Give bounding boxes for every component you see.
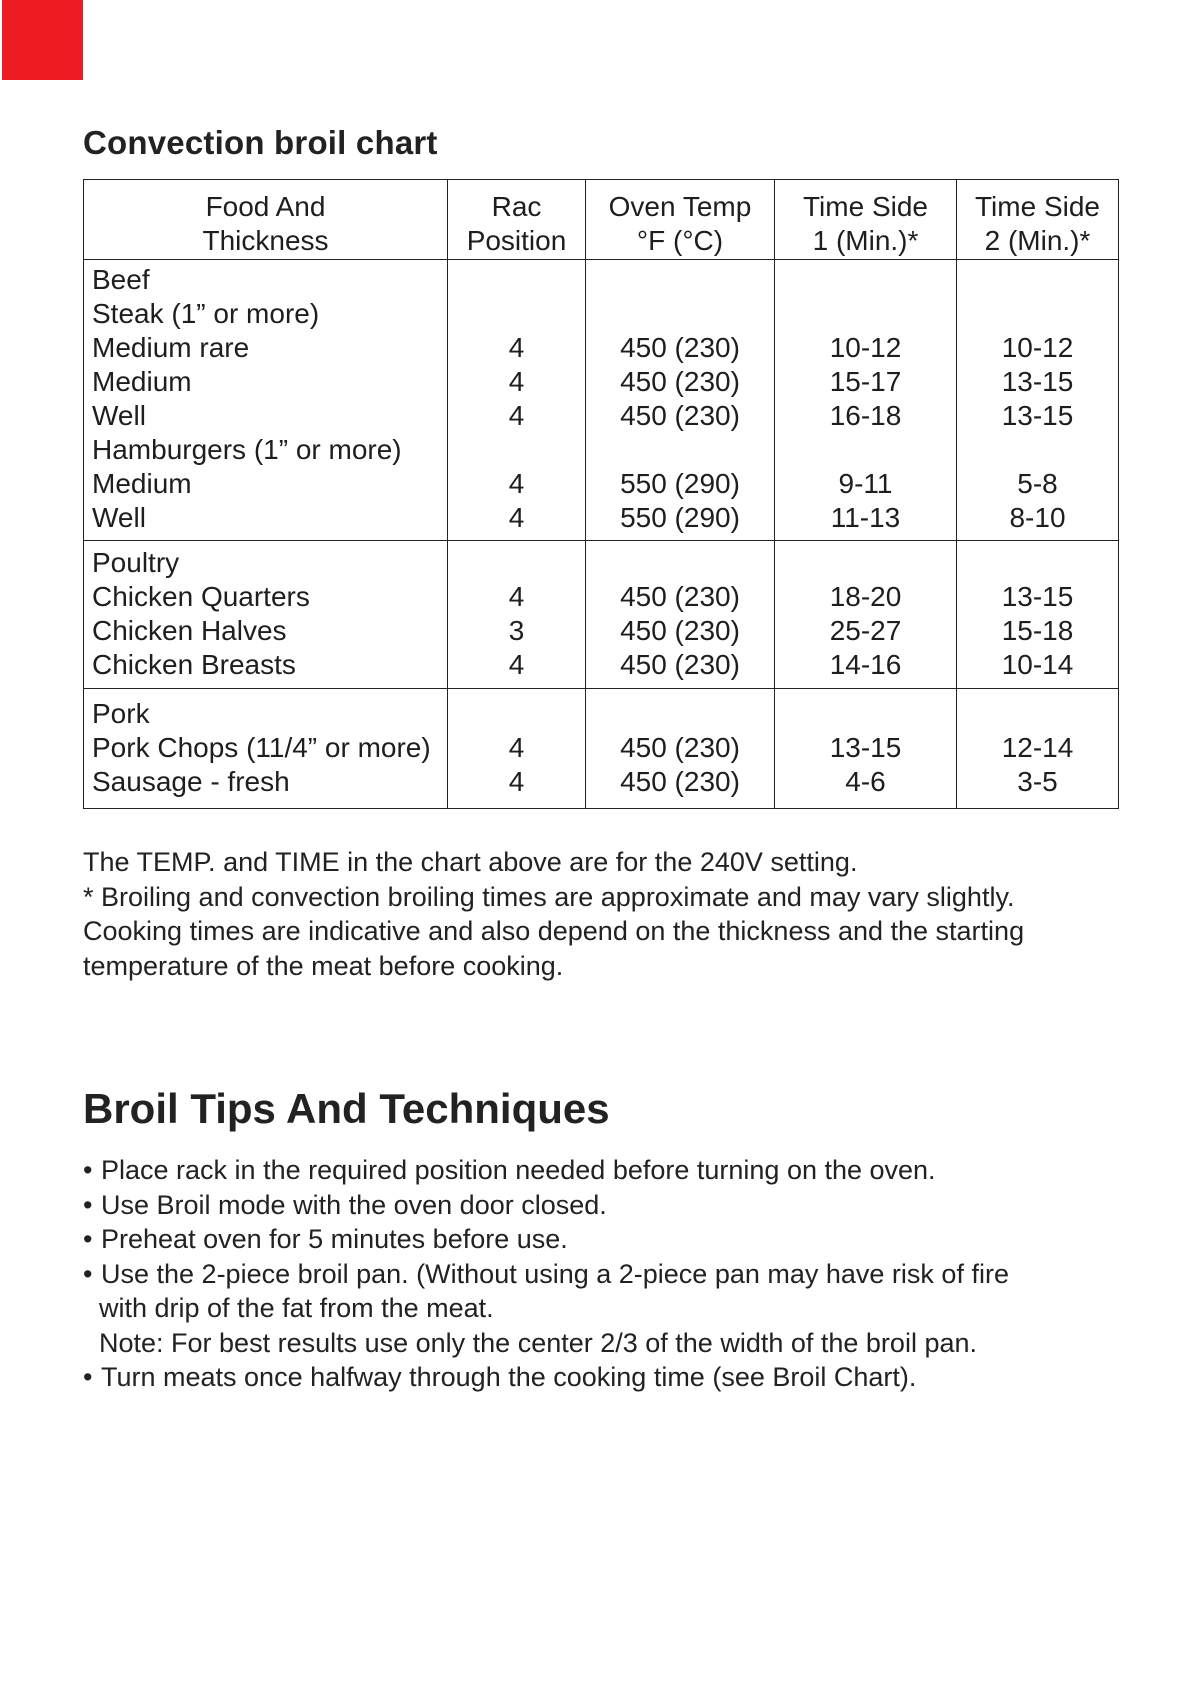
food-cell: Poultry Chicken Quarters Chicken Halves Chicken Breasts (84, 541, 448, 689)
header-time-side-1: Time Side 1 (Min.)* (775, 180, 957, 260)
corner-color-tab (2, 0, 83, 80)
list-item-continuation: with drip of the fat from the meat. (99, 1293, 494, 1323)
time-side-2-cell: 12-14 3-5 (957, 689, 1119, 809)
list-item: • Turn meats once halfway through the cooking time (see Broil Chart). (83, 1360, 1143, 1395)
bullet-icon: • (83, 1155, 93, 1185)
list-item-note: Note: For best results use only the center 2/3 of the width of the broil pan. (99, 1327, 977, 1358)
food-cell: Beef Steak (1” or more) Medium rare Medium Well Hamburgers (1” or more) Medium Well (84, 260, 448, 541)
tips-list (83, 1153, 1143, 1395)
table-row-beef (84, 260, 1119, 541)
list-item: • Place rack in the required position needed before turning on the oven. (83, 1153, 1143, 1188)
temp-cell: 450 (230) 450 (230) 450 (230) (586, 541, 775, 689)
header-time-side-2: Time Side 2 (Min.)* (957, 180, 1119, 260)
bullet-icon: • (83, 1362, 93, 1392)
time-side-2-cell: 13-15 15-18 10-14 (957, 541, 1119, 689)
table-row-poultry (84, 541, 1119, 689)
note-line: The TEMP. and TIME in the chart above are for the 240V setting. (83, 847, 858, 877)
position-cell: 4 4 4 4 4 (448, 260, 586, 541)
header-oven-temp: Oven Temp °F (°C) (586, 180, 775, 260)
table-header-row (84, 180, 1119, 260)
temp-cell: 450 (230) 450 (230) (586, 689, 775, 809)
chart-notes (83, 845, 1143, 983)
table-row-pork (84, 689, 1119, 809)
chart-title: Convection broil chart (83, 124, 438, 161)
note-line: * Broiling and convection broiling times are approximate and may vary slightly. (83, 881, 1015, 912)
time-side-1-cell: 18-20 25-27 14-16 (775, 541, 957, 689)
list-item: • Use Broil mode with the oven door closed. (83, 1188, 1143, 1223)
header-rack-position: Rac Position (448, 180, 586, 260)
bullet-icon: • (83, 1189, 93, 1220)
position-cell: 4 4 (448, 689, 586, 809)
note-line: temperature of the meat before cooking. (83, 950, 564, 981)
time-side-1-cell: 10-12 15-17 16-18 9-11 11-13 (775, 260, 957, 541)
food-cell: Pork Pork Chops (11/4” or more) Sausage - fresh (84, 689, 448, 809)
position-cell: 4 3 4 (448, 541, 586, 689)
list-item: • Use the 2-piece broil pan. (Without using a 2-piece pan may have risk of fire (83, 1257, 1143, 1292)
time-side-2-cell: 10-12 13-15 13-15 5-8 8-10 (957, 260, 1119, 541)
time-side-1-cell: 13-15 4-6 (775, 689, 957, 809)
convection-broil-table (83, 179, 1119, 809)
temp-cell: 450 (230) 450 (230) 450 (230) 550 (290) 550 (290) (586, 260, 775, 541)
header-food: Food And Thickness (84, 180, 448, 260)
tips-title: Broil Tips And Techniques (83, 1085, 610, 1132)
bullet-icon: • (83, 1224, 93, 1254)
list-item: • Preheat oven for 5 minutes before use. (83, 1222, 1143, 1257)
bullet-icon: • (83, 1258, 93, 1289)
note-line: Cooking times are indicative and also depend on the thickness and the starting (83, 916, 1025, 946)
